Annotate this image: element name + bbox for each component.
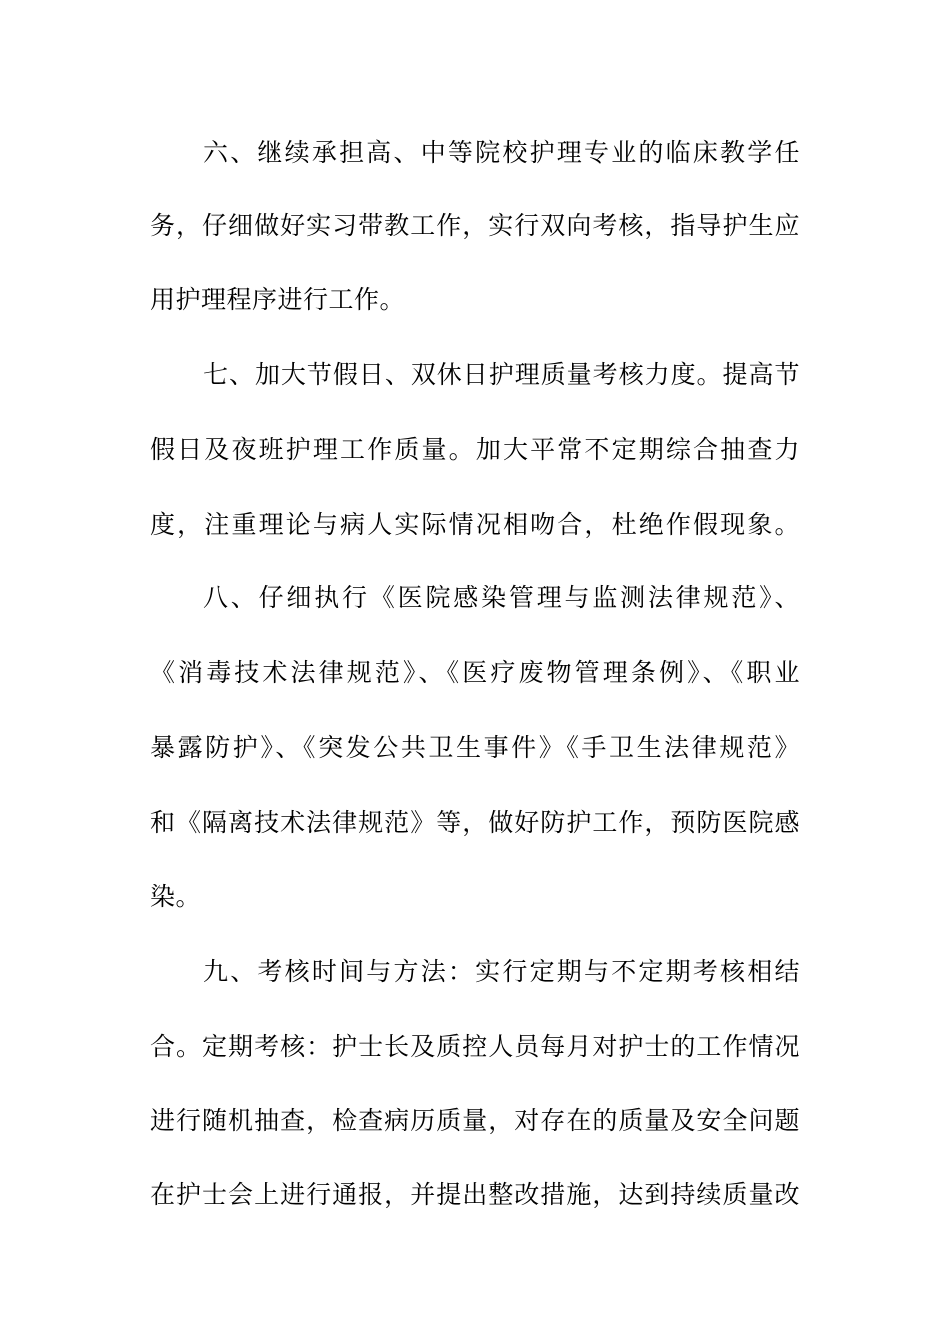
paragraph-9-line-3: 进行随机抽查，检查病历质量，对存在的质量及安全问题 bbox=[150, 1106, 800, 1135]
paragraph-6-line-1: 六、继续承担高、中等院校护理专业的临床教学任 bbox=[203, 138, 800, 167]
paragraph-8-line-5: 染。 bbox=[150, 882, 202, 911]
paragraph-9-line-1: 九、考核时间与方法：实行定期与不定期考核相结 bbox=[203, 957, 800, 986]
paragraph-8-line-1: 八、仔细执行《医院感染管理与监测法律规范》、 bbox=[203, 583, 800, 612]
paragraph-6-line-2: 务，仔细做好实习带教工作，实行双向考核，指导护生应 bbox=[150, 211, 800, 240]
paragraph-9-line-4: 在护士会上进行通报，并提出整改措施，达到持续质量改 bbox=[150, 1180, 800, 1209]
paragraph-7-line-1: 七、加大节假日、双休日护理质量考核力度。提高节 bbox=[203, 360, 800, 389]
paragraph-8-line-4: 和《隔离技术法律规范》等，做好防护工作，预防医院感 bbox=[150, 808, 800, 837]
paragraph-8-line-2: 《消毒技术法律规范》、《医疗废物管理条例》、《职业 bbox=[150, 658, 800, 687]
paragraph-7-line-2: 假日及夜班护理工作质量。加大平常不定期综合抽查力 bbox=[150, 435, 800, 464]
paragraph-7-line-3: 度，注重理论与病人实际情况相吻合，杜绝作假现象。 bbox=[150, 510, 800, 539]
paragraph-6-line-3: 用护理程序进行工作。 bbox=[150, 285, 406, 314]
paragraph-9-line-2: 合。定期考核：护士长及质控人员每月对护士的工作情况 bbox=[150, 1032, 800, 1061]
paragraph-8-line-3: 暴露防护》、《突发公共卫生事件》《手卫生法律规范》 bbox=[150, 733, 800, 762]
